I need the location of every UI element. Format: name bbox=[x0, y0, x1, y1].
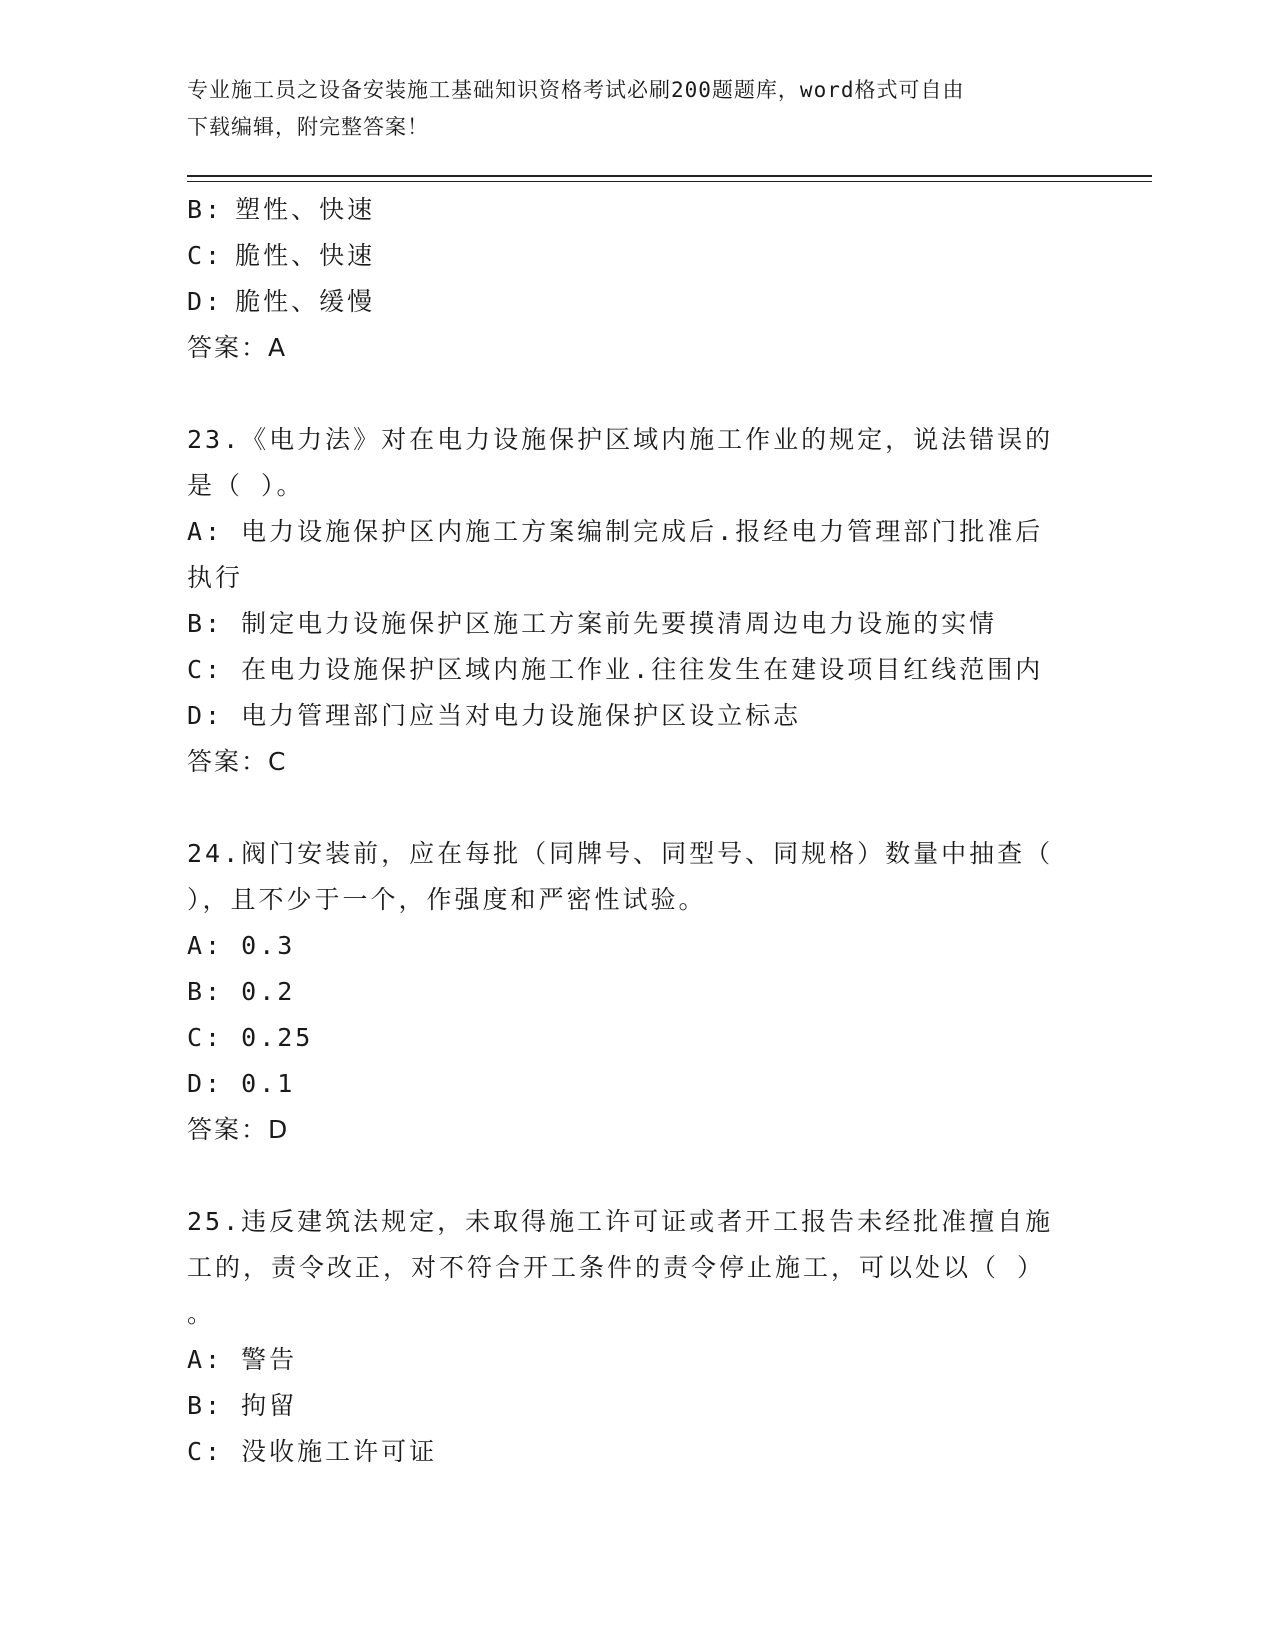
option-line: D: 脆性、缓慢 bbox=[187, 287, 376, 316]
question-24 bbox=[187, 831, 1087, 1153]
header-divider-thin bbox=[187, 181, 1152, 182]
option-line: 执行 bbox=[187, 563, 244, 592]
answer-line: 答案：D bbox=[187, 1115, 290, 1144]
option-line: B: 塑性、快速 bbox=[187, 195, 376, 224]
question-stem-line: 23.《电力法》对在电力设施保护区域内施工作业的规定，说法错误的 bbox=[187, 425, 1054, 454]
question-stem-line: 24.阀门安装前，应在每批（同牌号、同型号、同规格）数量中抽查（ bbox=[187, 839, 1054, 868]
question-gap bbox=[187, 1153, 1087, 1199]
header-line-1: 专业施工员之设备安装施工基础知识资格考试必刷200题题库，word格式可自由 bbox=[187, 78, 965, 102]
question-gap bbox=[187, 785, 1087, 831]
option-line: C: 0.25 bbox=[187, 1023, 314, 1052]
question-content bbox=[187, 187, 1087, 1475]
header-line-2: 下载编辑，附完整答案！ bbox=[187, 115, 429, 139]
prev-question bbox=[187, 187, 1087, 371]
option-line: A: 0.3 bbox=[187, 931, 296, 960]
option-line: D: 电力管理部门应当对电力设施保护区设立标志 bbox=[187, 701, 802, 730]
header-divider-thick bbox=[187, 175, 1152, 177]
question-stem-line: 工的，责令改正，对不符合开工条件的责令停止施工，可以处以（ ） bbox=[187, 1253, 1046, 1282]
question-stem-line: 。 bbox=[187, 1299, 216, 1328]
option-line: B: 拘留 bbox=[187, 1391, 298, 1420]
answer-line: 答案：C bbox=[187, 747, 288, 776]
option-line: C: 脆性、快速 bbox=[187, 241, 376, 270]
option-line: A: 电力设施保护区内施工方案编制完成后.报经电力管理部门批准后 bbox=[187, 517, 1044, 546]
option-line: D: 0.1 bbox=[187, 1069, 296, 1098]
question-stem-line: 是（ ）。 bbox=[187, 471, 305, 500]
option-line: A: 警告 bbox=[187, 1345, 298, 1374]
question-23 bbox=[187, 417, 1087, 785]
question-gap bbox=[187, 371, 1087, 417]
question-25 bbox=[187, 1199, 1087, 1475]
document-header bbox=[187, 72, 1067, 146]
question-stem-line: ），且不少于一个，作强度和严密性试验。 bbox=[187, 885, 707, 914]
question-stem-line: 25.违反建筑法规定，未取得施工许可证或者开工报告未经批准擅自施 bbox=[187, 1207, 1054, 1236]
option-line: C: 没收施工许可证 bbox=[187, 1437, 438, 1466]
option-line: B: 制定电力设施保护区施工方案前先要摸清周边电力设施的实情 bbox=[187, 609, 998, 638]
answer-line: 答案：A bbox=[187, 333, 288, 362]
option-line: C: 在电力设施保护区域内施工作业.往往发生在建设项目红线范围内 bbox=[187, 655, 1044, 684]
option-line: B: 0.2 bbox=[187, 977, 296, 1006]
